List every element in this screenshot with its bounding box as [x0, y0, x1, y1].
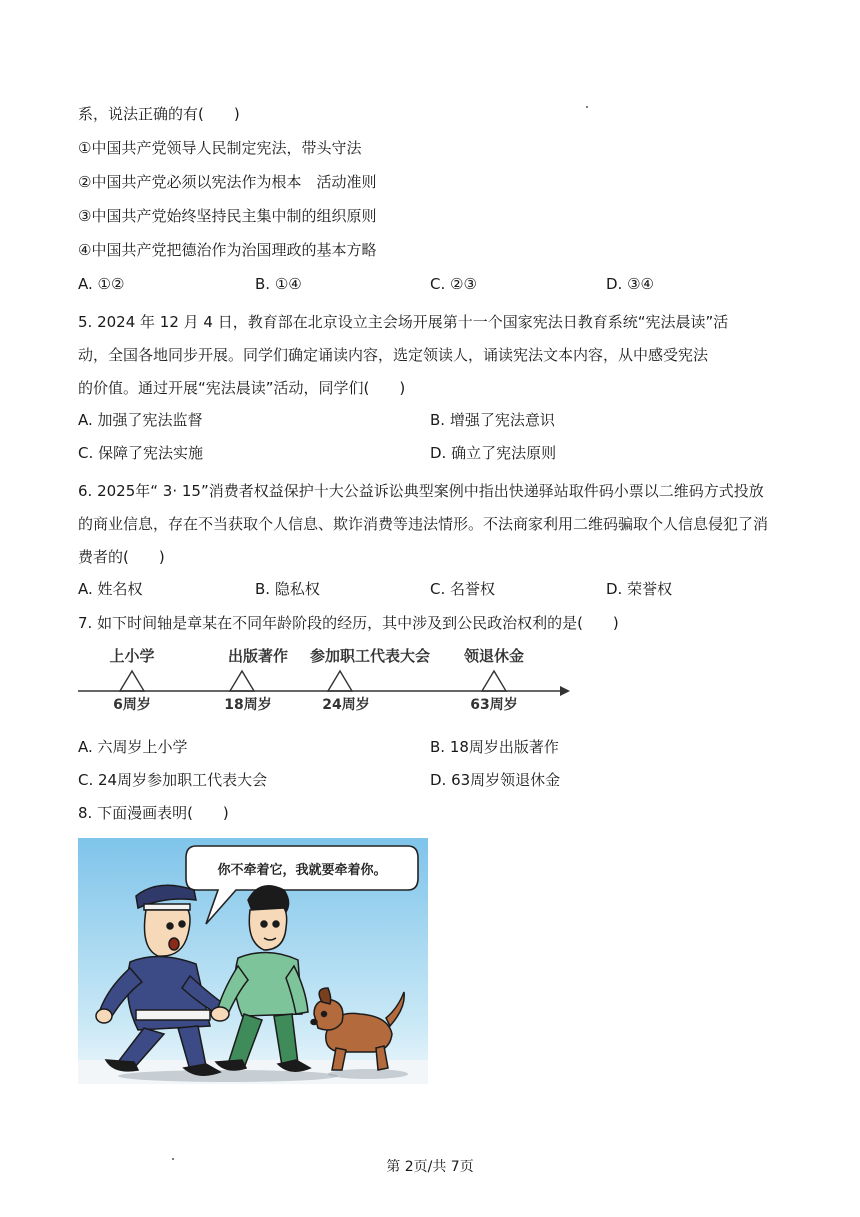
- speech-bubble-text: 你不牵着它，我就要牵着你。: [217, 863, 387, 878]
- q4-stem-end: 系，说法正确的有( ): [78, 105, 240, 123]
- q6-line-2: 的商业信息，存在不当获取个人信息、欺诈消费等违法情形。不法商家利用二维码骗取个人信息侵犯了消: [78, 515, 769, 533]
- q6-line-3: 费者的( ): [78, 548, 165, 566]
- timeline-event-3: 参加职工代表大会: [309, 647, 431, 665]
- q7-option-b: B. 18周岁出版著作: [430, 738, 559, 756]
- q7-stem: 7. 如下时间轴是章某在不同年龄阶段的经历，其中涉及到公民政治权利的是( ): [78, 614, 619, 632]
- timeline-age-2: 18周岁: [224, 697, 272, 713]
- q8-stem: 8. 下面漫画表明( ): [78, 804, 229, 822]
- timeline-figure: [78, 645, 578, 715]
- q7-option-a: A. 六周岁上小学: [78, 738, 188, 756]
- q5-option-c: C. 保障了宪法实施: [78, 444, 204, 462]
- scan-dot: [586, 106, 588, 108]
- timeline-marker-2: [230, 671, 254, 691]
- q7-option-d: D. 63周岁领退休金: [430, 771, 561, 789]
- q5-option-b: B. 增强了宪法意识: [430, 411, 555, 429]
- timeline-arrowhead: [560, 686, 570, 696]
- q7-option-c: C. 24周岁参加职工代表大会: [78, 771, 268, 789]
- q6-option-c: C. 名誉权: [430, 580, 496, 598]
- timeline-event-1: 上小学: [109, 647, 155, 665]
- q4-item-2: ②中国共产党必须以宪法作为根本 活动准则: [78, 173, 377, 191]
- timeline-age-4: 63周岁: [470, 697, 518, 713]
- q5-line-2: 动，全国各地同步开展。同学们确定诵读内容，选定领读人，诵读宪法文本内容，从中感受宪法: [78, 346, 709, 364]
- timeline-age-3: 24周岁: [322, 697, 370, 713]
- q5-line-3: 的价值。通过开展“宪法晨读”活动，同学们( ): [78, 379, 406, 397]
- q6-option-a: A. 姓名权: [78, 580, 143, 598]
- q4-option-d: D. ③④: [606, 275, 654, 293]
- q5-option-a: A. 加强了宪法监督: [78, 411, 203, 429]
- page-number-footer: 第 2页/共 7页: [386, 1159, 474, 1175]
- timeline-marker-3: [328, 671, 352, 691]
- timeline-event-4: 领退休金: [463, 647, 525, 665]
- q6-option-d: D. 荣誉权: [606, 580, 673, 598]
- q5-option-d: D. 确立了宪法原则: [430, 444, 557, 462]
- timeline-marker-1: [120, 671, 144, 691]
- comic-illustration: [78, 838, 428, 1084]
- q4-item-4: ④中国共产党把德治作为治国理政的基本方略: [78, 241, 377, 259]
- q4-item-1: ①中国共产党领导人民制定宪法，带头守法: [78, 139, 362, 157]
- q5-line-1: 5. 2024 年 12 月 4 日，教育部在北京设立主会场开展第十一个国家宪法日教育系统“宪法晨读”活: [78, 313, 729, 331]
- q4-item-3: ③中国共产党始终坚持民主集中制的组织原则: [78, 207, 377, 225]
- timeline-age-1: 6周岁: [113, 697, 151, 713]
- timeline-marker-4: [482, 671, 506, 691]
- q4-option-b: B. ①④: [255, 275, 302, 293]
- q6-line-1: 6. 2025年“ 3· 15”消费者权益保护十大公益诉讼典型案例中指出快递驿站取件码小票以二维码方式投放: [78, 482, 764, 500]
- q6-option-b: B. 隐私权: [255, 580, 320, 598]
- timeline-event-2: 出版著作: [227, 647, 289, 665]
- q4-option-a: A. ①②: [78, 275, 125, 293]
- q4-option-c: C. ②③: [430, 275, 477, 293]
